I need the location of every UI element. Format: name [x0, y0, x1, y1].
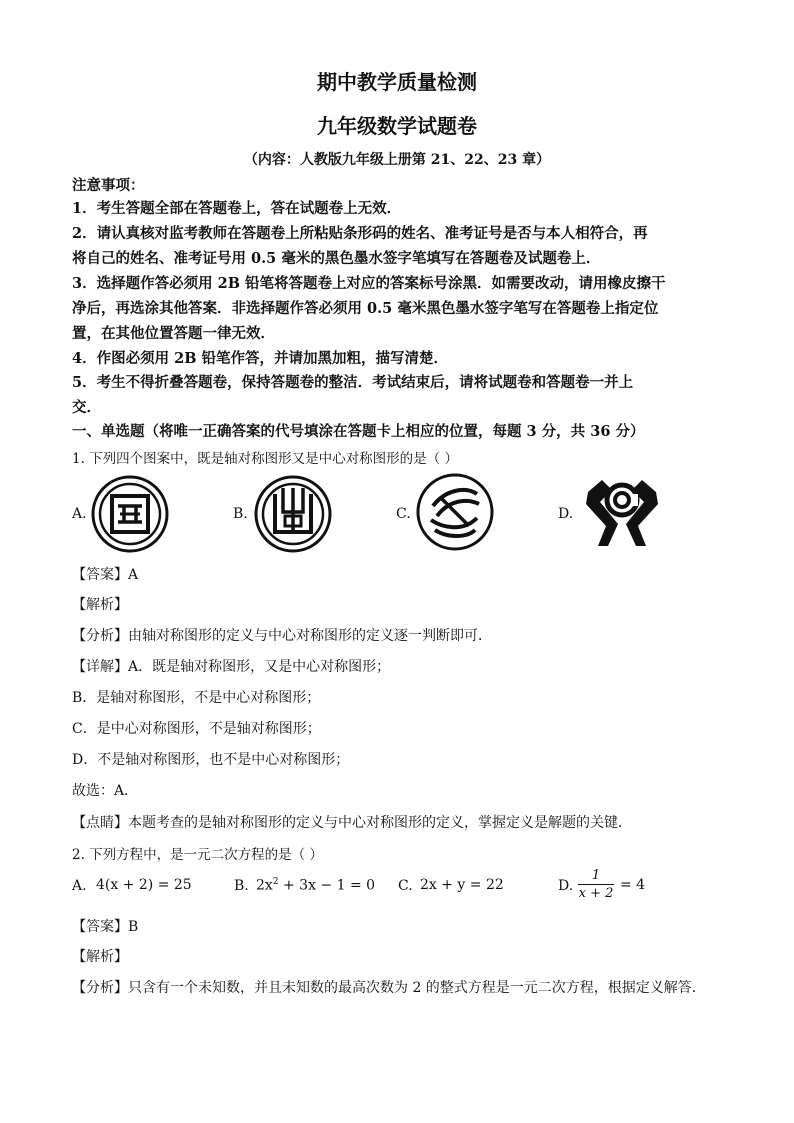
q1-detail-label: 【详解】: [72, 659, 128, 675]
q2-option-d-denominator: x + 2: [578, 886, 614, 901]
q1-detail-c: C．是中心对称图形，不是轴对称图形；: [72, 721, 321, 737]
q1-fenxi: 由轴对称图形的定义与中心对称图形的定义逐一判断即可．: [128, 628, 492, 644]
notice-line-9: 交．: [72, 399, 101, 416]
paper-title: 九年级数学试题卷: [317, 114, 477, 138]
q2-option-d-rhs: = 4: [620, 877, 646, 893]
q1-comment-label: 【点睛】: [72, 815, 128, 831]
q2-option-a-label: A.: [72, 878, 87, 894]
q1-analysis-label: 【解析】: [72, 597, 128, 613]
q2-option-b-post: + 3x − 1 = 0: [278, 877, 376, 894]
notice-line-1: 1．考生答题全部在答题卷上，答在试题卷上无效．: [72, 200, 402, 217]
q1-stem: 1. 下列四个图案中，既是轴对称图形又是中心对称图形的是（ ）: [72, 451, 458, 467]
q1-option-d-label: D.: [558, 506, 574, 522]
q2-fenxi-label: 【分析】: [72, 980, 128, 996]
exam-title: 期中教学质量检测: [317, 70, 477, 94]
notice-line-4: 3．选择题作答必须用 2B 铅笔将答题卷上对应的答案标号涂黑．如需要改动，请用橡皮擦干: [72, 275, 666, 292]
section-heading: 一、单选题（将唯一正确答案的代号填涂在答题卡上相应的位置，每题 3 分，共 36 分）: [72, 423, 645, 440]
bank-logo-b-icon: [253, 474, 333, 554]
q2-option-c-label: C.: [398, 878, 413, 894]
notice-line-6: 置，在其他位置答题一律无效．: [72, 325, 275, 342]
q1-detail-a: A．既是轴对称图形，又是中心对称图形；: [128, 659, 391, 675]
notice-heading: 注意事项：: [72, 177, 145, 194]
content-scope: （内容：人教版九年级上册第 21、22、23 章）: [243, 152, 551, 168]
q1-option-b-label: B.: [233, 506, 248, 522]
notice-line-3: 将自己的姓名、准考证号用 0.5 毫米的黑色墨水签字笔填写在答题卷及试题卷上．: [72, 250, 601, 267]
notice-line-5: 净后，再选涂其他答案．非选择题作答必须用 0.5 毫米黑色墨水签字笔写在答题卷上指定位: [72, 300, 659, 317]
q1-fenxi-label: 【分析】: [72, 628, 128, 644]
q1-option-a-label: A.: [72, 506, 87, 522]
q2-option-d-label: D.: [558, 878, 574, 894]
q1-answer-line: [72, 564, 138, 584]
mobile-logo-c-icon: [415, 472, 495, 552]
q2-answer-label: 【答案】: [72, 919, 128, 935]
q2-answer: B: [128, 919, 139, 935]
q2-fenxi-line: [72, 977, 706, 997]
notice-line-2: 2．请认真核对监考教师在答题卷上所粘贴条形码的姓名、准考证号是否与本人相符合，再: [72, 225, 648, 242]
q1-choose: 故选：A．: [72, 783, 139, 799]
q1-answer: A: [128, 567, 139, 583]
q1-comment: 本题考查的是轴对称图形的定义与中心对称图形的定义，掌握定义是解题的关键．: [128, 815, 632, 831]
q2-stem: 2. 下列方程中，是一元二次方程的是（ ）: [72, 847, 323, 863]
q2-option-b-sup: 2: [272, 877, 279, 887]
q1-detail-d: D．不是轴对称图形，也不是中心对称图形；: [72, 752, 350, 768]
notice-line-7: 4．作图必须用 2B 铅笔作答，并请加黑加粗，描写清楚．: [72, 350, 449, 367]
q1-comment-line: [72, 812, 632, 832]
q1-answer-label: 【答案】: [72, 567, 128, 583]
bank-logo-d-icon: [578, 472, 666, 552]
q2-option-d-fraction: [578, 868, 614, 901]
q2-fenxi: 只含有一个未知数，并且未知数的最高次数为 2 的整式方程是一元二次方程，根据定义解答．: [128, 980, 706, 996]
q1-detail-b: B．是轴对称图形，不是中心对称图形；: [72, 690, 321, 706]
q2-option-b-pre: 2x: [256, 877, 273, 894]
q2-answer-line: [72, 916, 138, 936]
q1-detail-line: [72, 656, 390, 676]
q1-option-c-label: C.: [396, 506, 411, 522]
q2-option-b-label: B.: [234, 878, 249, 894]
q1-fenxi-line: [72, 625, 492, 645]
q2-option-a: 4(x + 2) = 25: [96, 877, 192, 893]
notice-line-8: 5．考生不得折叠答题卷，保持答题卷的整洁．考试结束后，请将试题卷和答题卷一并上: [72, 374, 634, 391]
q2-analysis-label: 【解析】: [72, 949, 128, 965]
bank-logo-a-icon: [90, 474, 170, 554]
q2-option-d-numerator: 1: [591, 868, 601, 883]
q2-option-c: 2x + y = 22: [420, 877, 504, 893]
q2-option-b: [256, 877, 375, 894]
